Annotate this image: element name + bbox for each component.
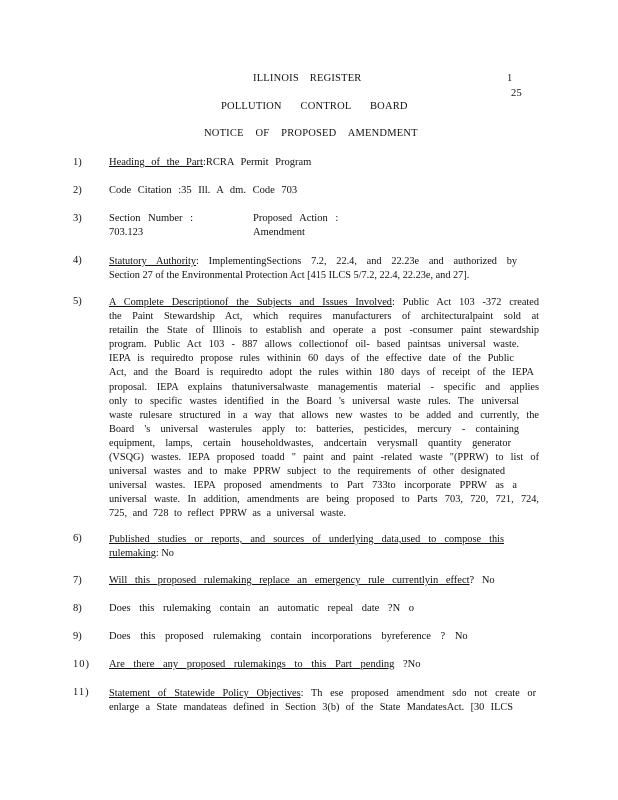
item-answer: ? No bbox=[469, 575, 495, 586]
proposed-action-value: Amendment bbox=[253, 227, 305, 238]
body-line: universal waste. In addition, amendments are being proposed to Parts 703, 720, 721, 724, bbox=[109, 494, 539, 506]
register-title: ILLINOIS REGISTER bbox=[253, 73, 362, 84]
agency-name: POLLUTION CONTROL BOARD bbox=[221, 101, 408, 112]
item-answer: : No bbox=[155, 548, 174, 560]
item-10-line bbox=[109, 659, 421, 670]
item-label: Statement of Statewide Policy Objectives bbox=[109, 688, 301, 699]
body-line: enlarge a State mandateas defined in Section 3(b) of the State MandatesAct. [30 ILCS bbox=[109, 702, 513, 714]
item-label: rulemaking bbox=[109, 548, 156, 560]
body-line: waste rulesare structured in a way that allows new wastes to be added and currently, the bbox=[109, 409, 539, 421]
item-text: :RCRA Permit Program bbox=[202, 157, 312, 168]
body-line: Act, and the Board is requiredto adopt the rules within 180 days of receipt of the IEPA bbox=[109, 367, 534, 379]
item-number: 10) bbox=[73, 659, 90, 670]
body-line: program. Public Act 103 - 887 allows collectionof oil- based paintsas universal waste. bbox=[109, 339, 519, 351]
body-line: universal wastes. IEPA proposed amendments to Part 733to incorporate PPRW as a bbox=[109, 480, 517, 492]
item-4-body bbox=[109, 255, 517, 283]
item-number: 7) bbox=[73, 575, 82, 586]
body-text: : Public Act 103 -372 created bbox=[391, 297, 539, 308]
item-number: 1) bbox=[73, 157, 82, 168]
body-text: : ImplementingSections 7.2, 22.4, and 22.23e and authorized by bbox=[196, 256, 517, 267]
body-line: retailin the State of Illinois to establish and operate a post -consumer paint stewardship bbox=[109, 325, 539, 337]
item-number: 2) bbox=[73, 185, 82, 196]
item-1-line bbox=[109, 157, 311, 168]
item-text: Code Citation :35 Ill. A dm. Code 703 bbox=[109, 185, 298, 196]
section-number-label: Section Number : bbox=[109, 213, 194, 224]
section-number-value: 703.123 bbox=[109, 227, 144, 238]
body-line: (VSQG) wastes. IEPA proposed toadd " paint and paint -related waste "(PPRW) to list of bbox=[109, 452, 539, 464]
item-6-body bbox=[109, 533, 504, 561]
notice-title: NOTICE OF PROPOSED AMENDMENT bbox=[204, 128, 418, 139]
body-line bbox=[109, 255, 517, 269]
item-label: A Complete Descriptionof the Subjects and Issues Involved bbox=[109, 297, 392, 308]
body-text: : Th ese proposed amendment sdo not create or bbox=[300, 688, 536, 699]
item-number: 6) bbox=[73, 533, 82, 544]
body-line: the Paint Stewardship Act, which requires manufacturers of architecturalpaint sold at bbox=[109, 311, 539, 323]
item-number: 11) bbox=[73, 687, 90, 698]
page-number: 1 bbox=[507, 73, 513, 84]
item-text: Does this proposed rulemaking contain incorporations byreference ? No bbox=[109, 631, 468, 642]
item-11-body bbox=[109, 687, 536, 715]
item-text: Does this rulemaking contain an automatic repeal date ?N o bbox=[109, 603, 415, 614]
item-number: 5) bbox=[73, 296, 82, 307]
body-line: 725, and 728 to reflect PPRW as a universal waste. bbox=[109, 508, 346, 520]
item-7-line bbox=[109, 575, 495, 586]
body-line bbox=[109, 687, 536, 701]
body-line bbox=[109, 296, 539, 310]
body-line: IEPA is requiredto propose rules withinin 60 days of the effective date of the Public bbox=[109, 353, 514, 365]
item-number: 4) bbox=[73, 255, 82, 266]
item-number: 9) bbox=[73, 631, 82, 642]
body-line: only to specific wastes identified in the Board 's universal waste rules. The universal bbox=[109, 395, 519, 407]
item-label: Heading of the Part bbox=[109, 157, 203, 168]
body-line: proposal. IEPA explains thatuniversalwaste managementis material - specific and applies bbox=[109, 381, 539, 393]
item-label: Statutory Authority bbox=[109, 256, 197, 267]
item-answer: ?No bbox=[394, 659, 421, 670]
item-number: 8) bbox=[73, 603, 82, 614]
body-line bbox=[109, 547, 504, 561]
item-label: Will this proposed rulemaking replace an emergency rule currentlyin effect bbox=[109, 575, 470, 586]
body-line: universal wastes and to make PPRW subject to the requirements of other designated bbox=[109, 466, 505, 478]
item-5-body bbox=[109, 296, 539, 522]
body-line: Published studies or reports, and sources of underlying data,used to compose this bbox=[109, 534, 504, 545]
body-line: Section 27 of the Environmental Protection Act [415 ILCS 5/7.2, 22.4, 22.23e, and 27]. bbox=[109, 270, 470, 282]
issue-number: 25 bbox=[511, 88, 522, 99]
body-line: equipment, lamps, certain householdwastes, andcertain verysmall quantity generator bbox=[109, 437, 511, 449]
body-line: Board 's universal wasterules apply to: batteries, pesticides, mercury - containing bbox=[109, 423, 519, 435]
item-number: 3) bbox=[73, 213, 82, 224]
proposed-action-label: Proposed Action : bbox=[253, 213, 339, 224]
item-label: Are there any proposed rulemakings to this Part pending bbox=[109, 659, 395, 670]
